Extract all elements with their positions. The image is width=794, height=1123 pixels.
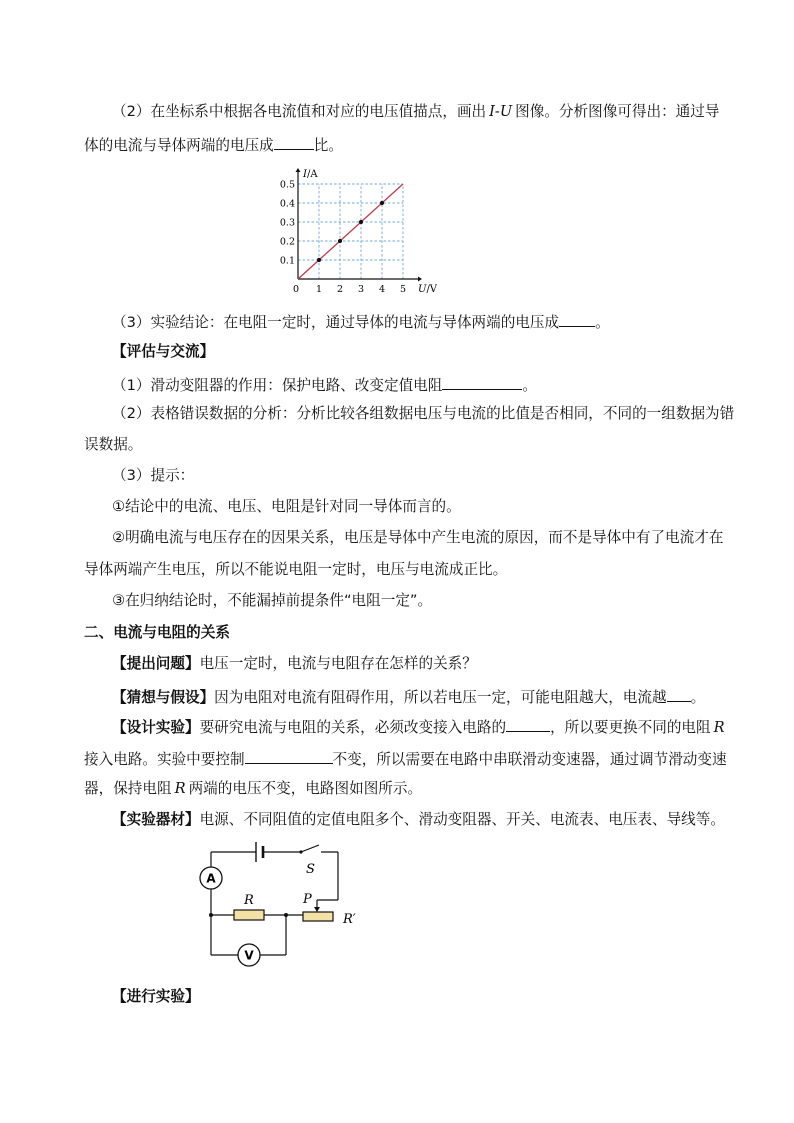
eval-item-2-line-1: （2）表格错误数据的分析：分析比较各组数据电压与电流的比值是否相同，不同的一组数据为错 [112, 405, 735, 422]
text: 。 [595, 314, 610, 331]
junction [209, 913, 213, 917]
design-line-1 [112, 716, 725, 738]
eval-item-3: （3）提示： [112, 467, 195, 484]
answer-blank[interactable] [506, 716, 550, 732]
tag: 【设计实验】 [112, 719, 200, 736]
data-point [359, 220, 363, 224]
data-point [317, 258, 321, 262]
voltmeter-label: V [244, 948, 254, 963]
x-tick-label: 3 [357, 284, 365, 295]
answer-blank[interactable] [667, 686, 691, 702]
r-variable: R [174, 780, 186, 797]
paragraph-2-line-1 [112, 102, 719, 122]
switch-label: S [306, 862, 315, 877]
tag: 【提出问题】 [112, 655, 200, 672]
data-point [338, 239, 342, 243]
tip-2-line-1: ②明确电流与电压存在的因果关系，电压是导体中产生电流的原因，而不是导体中有了电流才在 [112, 529, 724, 546]
design-line-3 [84, 779, 422, 799]
tip-3: ③在归纳结论时，不能漏掉前提条件“电阻一定”。 [112, 592, 433, 609]
tip-2-line-2: 导体两端产生电压，所以不能说电阻一定时，电压与电流成正比。 [84, 561, 508, 578]
hypothesis [112, 686, 705, 708]
x-tick-label: 2 [336, 284, 344, 295]
text: 体的电流与导体两端的电压成 [84, 137, 274, 154]
r-variable: R [713, 719, 725, 736]
text: 。 [690, 689, 706, 706]
text: 电压一定时，电流与电阻存在怎样的关系？ [199, 655, 477, 672]
run-experiment-heading: 【进行实验】 [112, 988, 200, 1005]
text: 。 [522, 377, 537, 394]
y-tick-label: 0.4 [279, 198, 295, 210]
iu-variable: I-U [489, 103, 513, 120]
y-tick-label: 0.1 [279, 255, 295, 267]
materials [112, 810, 725, 830]
switch-blade [301, 845, 319, 852]
y-tick-label: 0.3 [279, 217, 295, 229]
eval-item-1 [112, 374, 537, 396]
x-axis-arrow [418, 277, 422, 282]
text: 器，保持电阻 [84, 780, 172, 797]
iu-graph [270, 166, 450, 296]
resistor-label: R [244, 893, 254, 908]
tag: 【猜想与假设】 [112, 689, 215, 706]
circuit-diagram [195, 840, 375, 970]
fit-line [298, 184, 403, 279]
text: 图像。分析图像可得出：通过导 [515, 103, 720, 120]
x-tick-label: 4 [378, 284, 386, 295]
text: 接入电路。实验中要控制 [84, 751, 245, 768]
slider-arrow [314, 907, 320, 912]
x-tick-label: 5 [399, 284, 407, 295]
paragraph-3 [112, 311, 610, 333]
text: ，所以要更换不同的电阻 [550, 719, 711, 736]
y-axis-label: I/A [303, 169, 318, 180]
text: 因为电阻对电流有阻碍作用，所以若电压一定，可能电阻越大，电流越 [214, 689, 667, 706]
text: （2）在坐标系中根据各电流值和对应的电压值描点，画出 [112, 103, 487, 120]
eval-item-2-line-2: 误数据。 [84, 436, 143, 453]
rheostat [303, 912, 333, 921]
rheostat-label: R′ [343, 912, 356, 927]
text: 要研究电流与电阻的关系，必须改变接入电路的 [199, 719, 507, 736]
text: 两端的电压不变，电路图如图所示。 [188, 780, 423, 797]
answer-blank[interactable] [245, 748, 333, 764]
resistor-r [234, 910, 264, 920]
slider-label: P [303, 892, 312, 907]
text: （1）滑动变阻器的作用：保护电路、改变定值电阻 [112, 377, 443, 394]
y-axis-arrow [296, 168, 301, 172]
text: 比。 [313, 137, 343, 154]
x-tick-label: 1 [315, 284, 323, 295]
paragraph-2-line-2 [84, 134, 343, 156]
section-2-title: 二、电流与电阻的关系 [84, 624, 230, 641]
ammeter-label: A [206, 871, 216, 886]
x-axis-label: U/V [418, 284, 438, 295]
text: 不变，所以需要在电路中串联滑动变速器，通过调节滑动变速 [332, 751, 727, 768]
answer-blank[interactable] [559, 311, 595, 327]
eval-heading: 【评估与交流】 [112, 343, 215, 360]
answer-blank[interactable] [442, 374, 522, 390]
data-point [380, 201, 384, 205]
tip-1: ①结论中的电流、电压、电阻是针对同一导体而言的。 [112, 498, 461, 515]
tag: 【实验器材】 [112, 811, 200, 828]
y-tick-label: 0.5 [279, 179, 295, 191]
text: 电源、不同阻值的定值电阻多个、滑动变阻器、开关、电流表、电压表、导线等。 [199, 811, 725, 828]
text: （3）实验结论：在电阻一定时，通过导体的电流与导体两端的电压成 [112, 314, 560, 331]
origin-label: 0 [292, 284, 300, 295]
design-line-2 [84, 748, 727, 770]
y-tick-label: 0.2 [279, 236, 295, 248]
answer-blank[interactable] [274, 134, 314, 150]
junction [284, 913, 288, 917]
question [112, 654, 477, 674]
